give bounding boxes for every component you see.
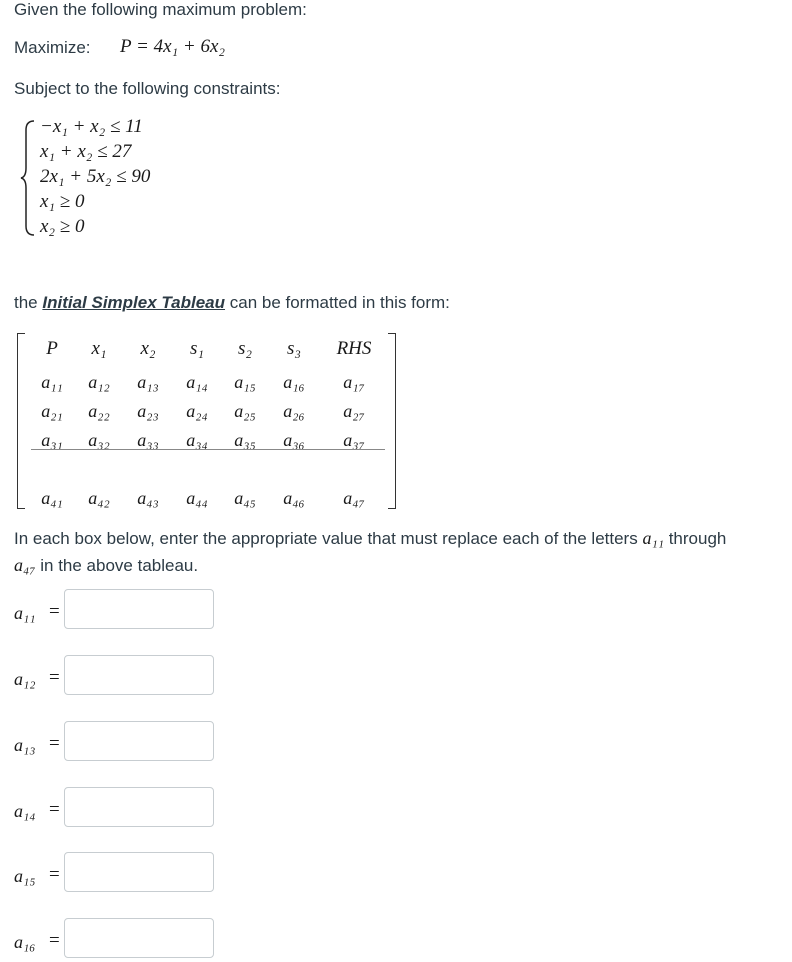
tableau-cell: a₃₂: [88, 430, 110, 450]
tableau-intro-before: the: [14, 293, 43, 312]
constraint-1: −x₁ + x₂ ≤ 11: [40, 116, 143, 137]
initial-simplex-tableau-link[interactable]: Initial Simplex Tableau: [42, 293, 226, 312]
tableau-header-x1: x₁: [91, 338, 107, 359]
tableau-cell: a₄₅: [234, 488, 256, 508]
tableau-divider: [31, 449, 385, 450]
constraint-5: x₂ ≥ 0: [40, 216, 85, 237]
tableau-cell: a₃₇: [343, 430, 365, 450]
tableau-left-bracket: [17, 333, 25, 509]
question-title: Given the following maximum problem:: [14, 0, 307, 19]
tableau-header-x2: x₂: [140, 338, 156, 359]
equals-sign: =: [49, 930, 60, 951]
constraint-2: x₁ + x₂ ≤ 27: [40, 141, 132, 162]
instructions-text: In each box below, enter the appropriate value that must replace each of the letters: [14, 529, 643, 548]
tableau-cell: a₁₁: [41, 372, 63, 392]
tableau-header-p: P: [46, 338, 58, 359]
answer-label: a₁₃: [14, 735, 36, 755]
maximize-label: Maximize:: [14, 38, 91, 57]
answer-label: a₁₄: [14, 801, 36, 821]
tableau-cell: a₂₄: [186, 401, 208, 421]
tableau-cell: a₄₆: [283, 488, 305, 508]
answer-input-a12[interactable]: [64, 655, 214, 695]
instructions-to-var: a₄₇: [14, 555, 36, 575]
tableau-cell: a₃₅: [234, 430, 256, 450]
tableau-cell: a₁₂: [88, 372, 110, 392]
instructions-text: in the above tableau.: [35, 556, 199, 575]
tableau-cell: a₂₅: [234, 401, 256, 421]
tableau-cell: a₄₁: [41, 488, 63, 508]
tableau-right-bracket: [388, 333, 396, 509]
tableau-cell: a₁₆: [283, 372, 305, 392]
equals-sign: =: [49, 667, 60, 688]
answer-label: a₁₂: [14, 669, 36, 689]
tableau-cell: a₃₆: [283, 430, 305, 450]
answer-input-a11[interactable]: [64, 589, 214, 629]
instructions-from-var: a₁₁: [642, 528, 664, 548]
equals-sign: =: [49, 733, 60, 754]
tableau-cell: a₁₄: [186, 372, 208, 392]
tableau-cell: a₃₄: [186, 430, 208, 450]
instructions-text: through: [663, 529, 727, 548]
tableau-intro-after: can be formatted in this form:: [225, 293, 450, 312]
tableau-intro: [14, 293, 450, 313]
tableau-header-rhs: RHS: [336, 338, 372, 359]
tableau-cell: a₄₇: [343, 488, 365, 508]
answer-label: a₁₁: [14, 603, 36, 623]
tableau-cell: a₂₆: [283, 401, 305, 421]
constraint-3: 2x₁ + 5x₂ ≤ 90: [40, 166, 151, 187]
tableau-cell: a₂₃: [137, 401, 159, 421]
instructions: [14, 525, 784, 579]
simplex-tableau: [14, 333, 398, 509]
tableau-cell: a₁₇: [343, 372, 365, 392]
equals-sign: =: [49, 864, 60, 885]
tableau-cell: a₃₁: [41, 430, 63, 450]
tableau-header-s2: s₂: [238, 338, 252, 359]
equals-sign: =: [49, 799, 60, 820]
answer-input-a14[interactable]: [64, 787, 214, 827]
objective-function: P = 4x₁ + 6x₂: [120, 36, 225, 57]
answer-label: a₁₆: [14, 932, 36, 952]
constraint-4: x₁ ≥ 0: [40, 191, 85, 212]
tableau-cell: a₂₂: [88, 401, 110, 421]
tableau-cell: a₃₃: [137, 430, 159, 450]
equals-sign: =: [49, 601, 60, 622]
answer-input-a16[interactable]: [64, 918, 214, 958]
tableau-cell: a₁₃: [137, 372, 159, 392]
tableau-header-s1: s₁: [190, 338, 204, 359]
tableau-cell: a₄₄: [186, 488, 208, 508]
answer-input-a13[interactable]: [64, 721, 214, 761]
tableau-cell: a₄₃: [137, 488, 159, 508]
tableau-header-s3: s₃: [287, 338, 301, 359]
tableau-cell: a₁₅: [234, 372, 256, 392]
tableau-cell: a₂₇: [343, 401, 365, 421]
tableau-cell: a₂₁: [41, 401, 63, 421]
constraints-label: Subject to the following constraints:: [14, 79, 281, 98]
answer-label: a₁₅: [14, 866, 36, 886]
answer-input-a15[interactable]: [64, 852, 214, 892]
tableau-cell: a₄₂: [88, 488, 110, 508]
constraint-brace: [20, 120, 36, 236]
